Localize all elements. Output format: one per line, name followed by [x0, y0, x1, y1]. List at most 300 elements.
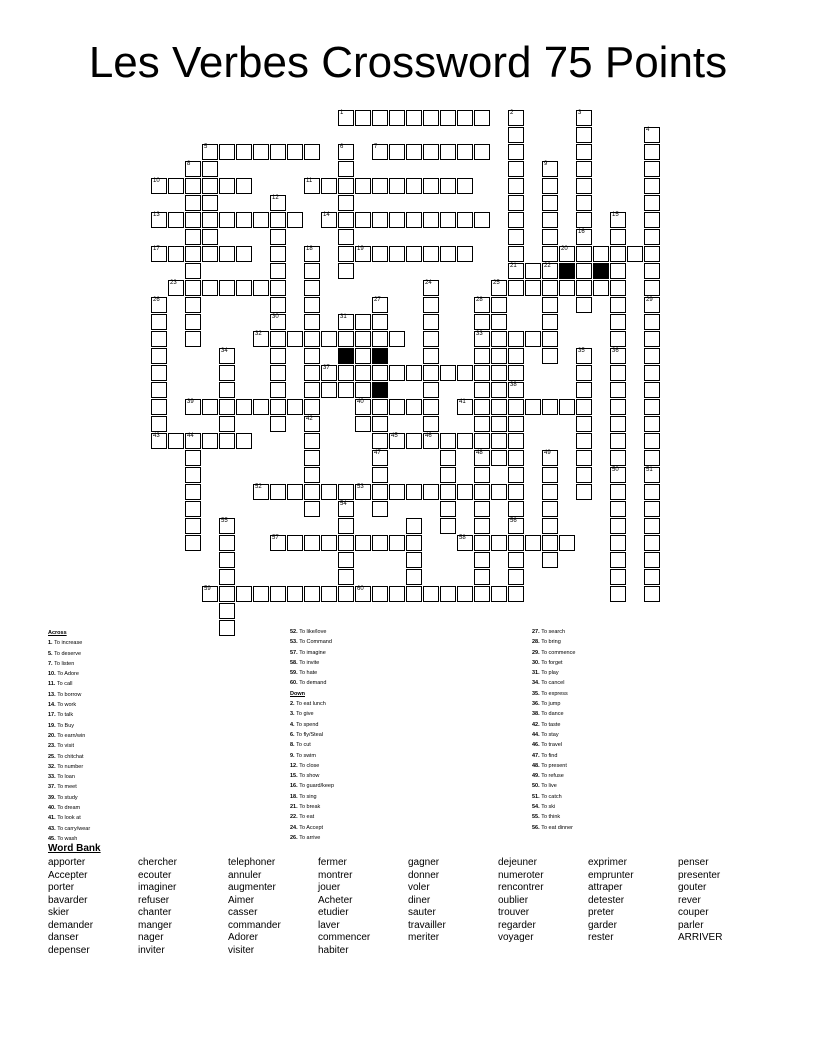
crossword-cell[interactable]	[457, 484, 473, 500]
crossword-cell[interactable]	[457, 144, 473, 160]
crossword-cell[interactable]	[372, 433, 388, 449]
crossword-cell[interactable]	[185, 212, 201, 228]
crossword-cell[interactable]	[355, 110, 371, 126]
crossword-cell[interactable]	[644, 467, 660, 483]
crossword-cell[interactable]	[474, 467, 490, 483]
crossword-cell[interactable]	[372, 501, 388, 517]
crossword-cell[interactable]	[219, 518, 235, 534]
crossword-cell[interactable]	[389, 484, 405, 500]
crossword-cell[interactable]	[559, 246, 575, 262]
crossword-cell[interactable]	[508, 586, 524, 602]
crossword-cell[interactable]	[491, 348, 507, 364]
crossword-cell[interactable]	[185, 535, 201, 551]
crossword-cell[interactable]	[508, 212, 524, 228]
crossword-cell[interactable]	[610, 280, 626, 296]
crossword-cell[interactable]	[542, 229, 558, 245]
crossword-cell[interactable]	[559, 399, 575, 415]
crossword-cell[interactable]	[355, 348, 371, 364]
crossword-cell[interactable]	[440, 450, 456, 466]
crossword-cell[interactable]	[440, 433, 456, 449]
crossword-cell[interactable]	[610, 331, 626, 347]
crossword-cell[interactable]	[457, 365, 473, 381]
crossword-cell[interactable]	[270, 144, 286, 160]
crossword-cell[interactable]	[270, 365, 286, 381]
crossword-cell[interactable]	[406, 484, 422, 500]
crossword-cell[interactable]	[644, 331, 660, 347]
crossword-cell[interactable]	[270, 399, 286, 415]
crossword-cell[interactable]	[287, 399, 303, 415]
crossword-cell[interactable]	[440, 586, 456, 602]
crossword-cell[interactable]	[508, 501, 524, 517]
crossword-cell[interactable]	[389, 365, 405, 381]
crossword-cell[interactable]	[338, 314, 354, 330]
crossword-cell[interactable]	[389, 110, 405, 126]
crossword-cell[interactable]	[270, 586, 286, 602]
crossword-cell[interactable]	[576, 178, 592, 194]
crossword-cell[interactable]	[423, 586, 439, 602]
crossword-cell[interactable]	[406, 399, 422, 415]
crossword-cell[interactable]	[491, 484, 507, 500]
crossword-cell[interactable]	[372, 144, 388, 160]
crossword-cell[interactable]	[576, 212, 592, 228]
crossword-cell[interactable]	[542, 552, 558, 568]
crossword-cell[interactable]	[474, 110, 490, 126]
crossword-cell[interactable]	[304, 246, 320, 262]
crossword-cell[interactable]	[236, 212, 252, 228]
crossword-cell[interactable]	[423, 331, 439, 347]
crossword-cell[interactable]	[423, 382, 439, 398]
crossword-cell[interactable]	[406, 586, 422, 602]
crossword-cell[interactable]	[219, 212, 235, 228]
crossword-cell[interactable]	[355, 484, 371, 500]
crossword-cell[interactable]	[338, 195, 354, 211]
crossword-cell[interactable]	[508, 484, 524, 500]
crossword-cell[interactable]	[610, 212, 626, 228]
crossword-cell[interactable]	[321, 586, 337, 602]
crossword-cell[interactable]	[372, 365, 388, 381]
crossword-cell[interactable]	[236, 178, 252, 194]
crossword-cell[interactable]	[525, 331, 541, 347]
crossword-cell[interactable]	[474, 382, 490, 398]
crossword-cell[interactable]	[304, 365, 320, 381]
crossword-cell[interactable]	[304, 297, 320, 313]
crossword-cell[interactable]	[423, 110, 439, 126]
crossword-cell[interactable]	[185, 467, 201, 483]
crossword-cell[interactable]	[270, 263, 286, 279]
crossword-cell[interactable]	[372, 484, 388, 500]
crossword-cell[interactable]	[151, 246, 167, 262]
crossword-cell[interactable]	[610, 365, 626, 381]
crossword-cell[interactable]	[508, 399, 524, 415]
crossword-cell[interactable]	[202, 195, 218, 211]
crossword-cell[interactable]	[644, 280, 660, 296]
crossword-cell[interactable]	[151, 433, 167, 449]
crossword-cell[interactable]	[185, 450, 201, 466]
crossword-cell[interactable]	[338, 246, 354, 262]
crossword-cell[interactable]	[338, 229, 354, 245]
crossword-cell[interactable]	[542, 348, 558, 364]
crossword-cell[interactable]	[321, 535, 337, 551]
crossword-cell[interactable]	[423, 416, 439, 432]
crossword-cell[interactable]	[270, 382, 286, 398]
crossword-cell[interactable]	[185, 501, 201, 517]
crossword-cell[interactable]	[508, 144, 524, 160]
crossword-cell[interactable]	[219, 246, 235, 262]
crossword-cell[interactable]	[355, 246, 371, 262]
crossword-cell[interactable]	[338, 263, 354, 279]
crossword-cell[interactable]	[202, 246, 218, 262]
crossword-cell[interactable]	[423, 484, 439, 500]
crossword-cell[interactable]	[270, 314, 286, 330]
crossword-cell[interactable]	[508, 433, 524, 449]
crossword-cell[interactable]	[576, 195, 592, 211]
crossword-cell[interactable]	[253, 212, 269, 228]
crossword-cell[interactable]	[355, 314, 371, 330]
crossword-cell[interactable]	[508, 467, 524, 483]
crossword-cell[interactable]	[338, 110, 354, 126]
crossword-cell[interactable]	[185, 263, 201, 279]
crossword-cell[interactable]	[355, 331, 371, 347]
crossword-cell[interactable]	[491, 416, 507, 432]
crossword-cell[interactable]	[440, 467, 456, 483]
crossword-cell[interactable]	[219, 620, 235, 636]
crossword-cell[interactable]	[151, 365, 167, 381]
crossword-cell[interactable]	[389, 399, 405, 415]
crossword-cell[interactable]	[236, 246, 252, 262]
crossword-cell[interactable]	[542, 212, 558, 228]
crossword-cell[interactable]	[542, 450, 558, 466]
crossword-cell[interactable]	[321, 484, 337, 500]
crossword-cell[interactable]	[270, 416, 286, 432]
crossword-cell[interactable]	[389, 144, 405, 160]
crossword-cell[interactable]	[508, 552, 524, 568]
crossword-cell[interactable]	[338, 161, 354, 177]
crossword-cell[interactable]	[644, 433, 660, 449]
crossword-cell[interactable]	[389, 433, 405, 449]
crossword-cell[interactable]	[474, 399, 490, 415]
crossword-cell[interactable]	[457, 212, 473, 228]
crossword-cell[interactable]	[355, 535, 371, 551]
crossword-cell[interactable]	[168, 246, 184, 262]
crossword-cell[interactable]	[644, 348, 660, 364]
crossword-cell[interactable]	[406, 212, 422, 228]
crossword-cell[interactable]	[610, 433, 626, 449]
crossword-cell[interactable]	[508, 229, 524, 245]
crossword-cell[interactable]	[491, 314, 507, 330]
crossword-cell[interactable]	[202, 399, 218, 415]
crossword-cell[interactable]	[338, 331, 354, 347]
crossword-cell[interactable]	[219, 178, 235, 194]
crossword-cell[interactable]	[627, 246, 643, 262]
crossword-cell[interactable]	[644, 178, 660, 194]
crossword-cell[interactable]	[474, 433, 490, 449]
crossword-cell[interactable]	[270, 484, 286, 500]
crossword-cell[interactable]	[440, 178, 456, 194]
crossword-cell[interactable]	[644, 484, 660, 500]
crossword-cell[interactable]	[219, 399, 235, 415]
crossword-cell[interactable]	[287, 331, 303, 347]
crossword-cell[interactable]	[491, 450, 507, 466]
crossword-cell[interactable]	[304, 433, 320, 449]
crossword-cell[interactable]	[219, 348, 235, 364]
crossword-cell[interactable]	[508, 127, 524, 143]
crossword-cell[interactable]	[270, 297, 286, 313]
crossword-cell[interactable]	[491, 535, 507, 551]
crossword-cell[interactable]	[440, 110, 456, 126]
crossword-cell[interactable]	[644, 501, 660, 517]
crossword-cell[interactable]	[372, 399, 388, 415]
crossword-cell[interactable]	[542, 535, 558, 551]
crossword-cell[interactable]	[168, 212, 184, 228]
crossword-cell[interactable]	[610, 416, 626, 432]
crossword-cell[interactable]	[644, 535, 660, 551]
crossword-cell[interactable]	[474, 552, 490, 568]
crossword-cell[interactable]	[576, 484, 592, 500]
crossword-cell[interactable]	[304, 450, 320, 466]
crossword-cell[interactable]	[168, 178, 184, 194]
crossword-cell[interactable]	[474, 212, 490, 228]
crossword-cell[interactable]	[610, 450, 626, 466]
crossword-cell[interactable]	[576, 144, 592, 160]
crossword-cell[interactable]	[542, 246, 558, 262]
crossword-cell[interactable]	[576, 416, 592, 432]
crossword-cell[interactable]	[304, 416, 320, 432]
crossword-cell[interactable]	[202, 280, 218, 296]
crossword-cell[interactable]	[576, 229, 592, 245]
crossword-cell[interactable]	[474, 518, 490, 534]
crossword-cell[interactable]	[304, 467, 320, 483]
crossword-cell[interactable]	[304, 348, 320, 364]
crossword-cell[interactable]	[355, 399, 371, 415]
crossword-cell[interactable]	[610, 399, 626, 415]
crossword-cell[interactable]	[287, 586, 303, 602]
crossword-cell[interactable]	[474, 365, 490, 381]
crossword-cell[interactable]	[219, 433, 235, 449]
crossword-cell[interactable]	[644, 518, 660, 534]
crossword-cell[interactable]	[202, 229, 218, 245]
crossword-cell[interactable]	[321, 382, 337, 398]
crossword-cell[interactable]	[508, 246, 524, 262]
crossword-cell[interactable]	[372, 212, 388, 228]
crossword-cell[interactable]	[219, 382, 235, 398]
crossword-cell[interactable]	[610, 263, 626, 279]
crossword-cell[interactable]	[372, 331, 388, 347]
crossword-cell[interactable]	[610, 518, 626, 534]
crossword-cell[interactable]	[576, 382, 592, 398]
crossword-cell[interactable]	[559, 280, 575, 296]
crossword-cell[interactable]	[644, 399, 660, 415]
crossword-cell[interactable]	[440, 484, 456, 500]
crossword-cell[interactable]	[576, 246, 592, 262]
crossword-cell[interactable]	[474, 501, 490, 517]
crossword-cell[interactable]	[372, 586, 388, 602]
crossword-cell[interactable]	[304, 331, 320, 347]
crossword-cell[interactable]	[576, 433, 592, 449]
crossword-cell[interactable]	[304, 501, 320, 517]
crossword-cell[interactable]	[508, 110, 524, 126]
crossword-cell[interactable]	[440, 144, 456, 160]
crossword-cell[interactable]	[576, 467, 592, 483]
crossword-cell[interactable]	[440, 518, 456, 534]
crossword-cell[interactable]	[610, 348, 626, 364]
crossword-cell[interactable]	[253, 331, 269, 347]
crossword-cell[interactable]	[372, 416, 388, 432]
crossword-cell[interactable]	[253, 144, 269, 160]
crossword-cell[interactable]	[406, 552, 422, 568]
crossword-cell[interactable]	[423, 348, 439, 364]
crossword-cell[interactable]	[304, 399, 320, 415]
crossword-cell[interactable]	[644, 212, 660, 228]
crossword-cell[interactable]	[253, 280, 269, 296]
crossword-cell[interactable]	[508, 348, 524, 364]
crossword-cell[interactable]	[457, 246, 473, 262]
crossword-cell[interactable]	[440, 365, 456, 381]
crossword-cell[interactable]	[610, 586, 626, 602]
crossword-cell[interactable]	[253, 399, 269, 415]
crossword-cell[interactable]	[474, 144, 490, 160]
crossword-cell[interactable]	[389, 535, 405, 551]
crossword-cell[interactable]	[219, 586, 235, 602]
crossword-cell[interactable]	[644, 229, 660, 245]
crossword-cell[interactable]	[610, 552, 626, 568]
crossword-cell[interactable]	[338, 535, 354, 551]
crossword-cell[interactable]	[423, 212, 439, 228]
crossword-cell[interactable]	[287, 484, 303, 500]
crossword-cell[interactable]	[406, 569, 422, 585]
crossword-cell[interactable]	[559, 535, 575, 551]
crossword-cell[interactable]	[508, 535, 524, 551]
crossword-cell[interactable]	[338, 212, 354, 228]
crossword-cell[interactable]	[576, 297, 592, 313]
crossword-cell[interactable]	[304, 586, 320, 602]
crossword-cell[interactable]	[304, 382, 320, 398]
crossword-cell[interactable]	[168, 433, 184, 449]
crossword-cell[interactable]	[372, 297, 388, 313]
crossword-cell[interactable]	[423, 178, 439, 194]
crossword-cell[interactable]	[236, 280, 252, 296]
crossword-cell[interactable]	[253, 586, 269, 602]
crossword-cell[interactable]	[372, 246, 388, 262]
crossword-cell[interactable]	[389, 178, 405, 194]
crossword-cell[interactable]	[406, 144, 422, 160]
crossword-cell[interactable]	[287, 535, 303, 551]
crossword-cell[interactable]	[202, 586, 218, 602]
crossword-cell[interactable]	[610, 535, 626, 551]
crossword-cell[interactable]	[457, 178, 473, 194]
crossword-cell[interactable]	[644, 314, 660, 330]
crossword-cell[interactable]	[491, 280, 507, 296]
crossword-cell[interactable]	[542, 314, 558, 330]
crossword-cell[interactable]	[644, 450, 660, 466]
crossword-cell[interactable]	[474, 569, 490, 585]
crossword-cell[interactable]	[389, 246, 405, 262]
crossword-cell[interactable]	[304, 535, 320, 551]
crossword-cell[interactable]	[491, 331, 507, 347]
crossword-cell[interactable]	[202, 433, 218, 449]
crossword-cell[interactable]	[474, 586, 490, 602]
crossword-cell[interactable]	[593, 246, 609, 262]
crossword-cell[interactable]	[644, 246, 660, 262]
crossword-cell[interactable]	[508, 178, 524, 194]
crossword-cell[interactable]	[185, 178, 201, 194]
crossword-cell[interactable]	[236, 399, 252, 415]
crossword-cell[interactable]	[185, 297, 201, 313]
crossword-cell[interactable]	[542, 263, 558, 279]
crossword-cell[interactable]	[185, 195, 201, 211]
crossword-cell[interactable]	[440, 246, 456, 262]
crossword-cell[interactable]	[610, 501, 626, 517]
crossword-cell[interactable]	[185, 484, 201, 500]
crossword-cell[interactable]	[542, 280, 558, 296]
crossword-cell[interactable]	[304, 484, 320, 500]
crossword-cell[interactable]	[644, 365, 660, 381]
crossword-cell[interactable]	[508, 195, 524, 211]
crossword-cell[interactable]	[576, 280, 592, 296]
crossword-cell[interactable]	[474, 314, 490, 330]
crossword-cell[interactable]	[491, 382, 507, 398]
crossword-cell[interactable]	[185, 399, 201, 415]
crossword-cell[interactable]	[576, 127, 592, 143]
crossword-cell[interactable]	[423, 433, 439, 449]
crossword-cell[interactable]	[151, 178, 167, 194]
crossword-cell[interactable]	[372, 535, 388, 551]
crossword-cell[interactable]	[423, 399, 439, 415]
crossword-cell[interactable]	[219, 569, 235, 585]
crossword-cell[interactable]	[321, 331, 337, 347]
crossword-cell[interactable]	[406, 535, 422, 551]
crossword-cell[interactable]	[474, 535, 490, 551]
crossword-cell[interactable]	[338, 586, 354, 602]
crossword-cell[interactable]	[474, 348, 490, 364]
crossword-cell[interactable]	[151, 416, 167, 432]
crossword-cell[interactable]	[372, 110, 388, 126]
crossword-cell[interactable]	[372, 314, 388, 330]
crossword-cell[interactable]	[508, 161, 524, 177]
crossword-cell[interactable]	[338, 365, 354, 381]
crossword-cell[interactable]	[355, 178, 371, 194]
crossword-cell[interactable]	[355, 365, 371, 381]
crossword-cell[interactable]	[423, 314, 439, 330]
crossword-cell[interactable]	[304, 314, 320, 330]
crossword-cell[interactable]	[355, 382, 371, 398]
crossword-cell[interactable]	[542, 399, 558, 415]
crossword-cell[interactable]	[610, 297, 626, 313]
crossword-cell[interactable]	[270, 280, 286, 296]
crossword-cell[interactable]	[270, 195, 286, 211]
crossword-cell[interactable]	[542, 484, 558, 500]
crossword-cell[interactable]	[219, 603, 235, 619]
crossword-cell[interactable]	[508, 518, 524, 534]
crossword-cell[interactable]	[185, 433, 201, 449]
crossword-cell[interactable]	[406, 110, 422, 126]
crossword-cell[interactable]	[389, 212, 405, 228]
crossword-cell[interactable]	[491, 399, 507, 415]
crossword-cell[interactable]	[610, 229, 626, 245]
crossword-cell[interactable]	[491, 586, 507, 602]
crossword-cell[interactable]	[457, 110, 473, 126]
crossword-cell[interactable]	[644, 586, 660, 602]
crossword-cell[interactable]	[542, 518, 558, 534]
crossword-cell[interactable]	[338, 552, 354, 568]
crossword-cell[interactable]	[576, 450, 592, 466]
crossword-cell[interactable]	[185, 331, 201, 347]
crossword-cell[interactable]	[542, 178, 558, 194]
crossword-cell[interactable]	[270, 246, 286, 262]
crossword-cell[interactable]	[338, 178, 354, 194]
crossword-cell[interactable]	[372, 178, 388, 194]
crossword-cell[interactable]	[474, 416, 490, 432]
crossword-cell[interactable]	[440, 501, 456, 517]
